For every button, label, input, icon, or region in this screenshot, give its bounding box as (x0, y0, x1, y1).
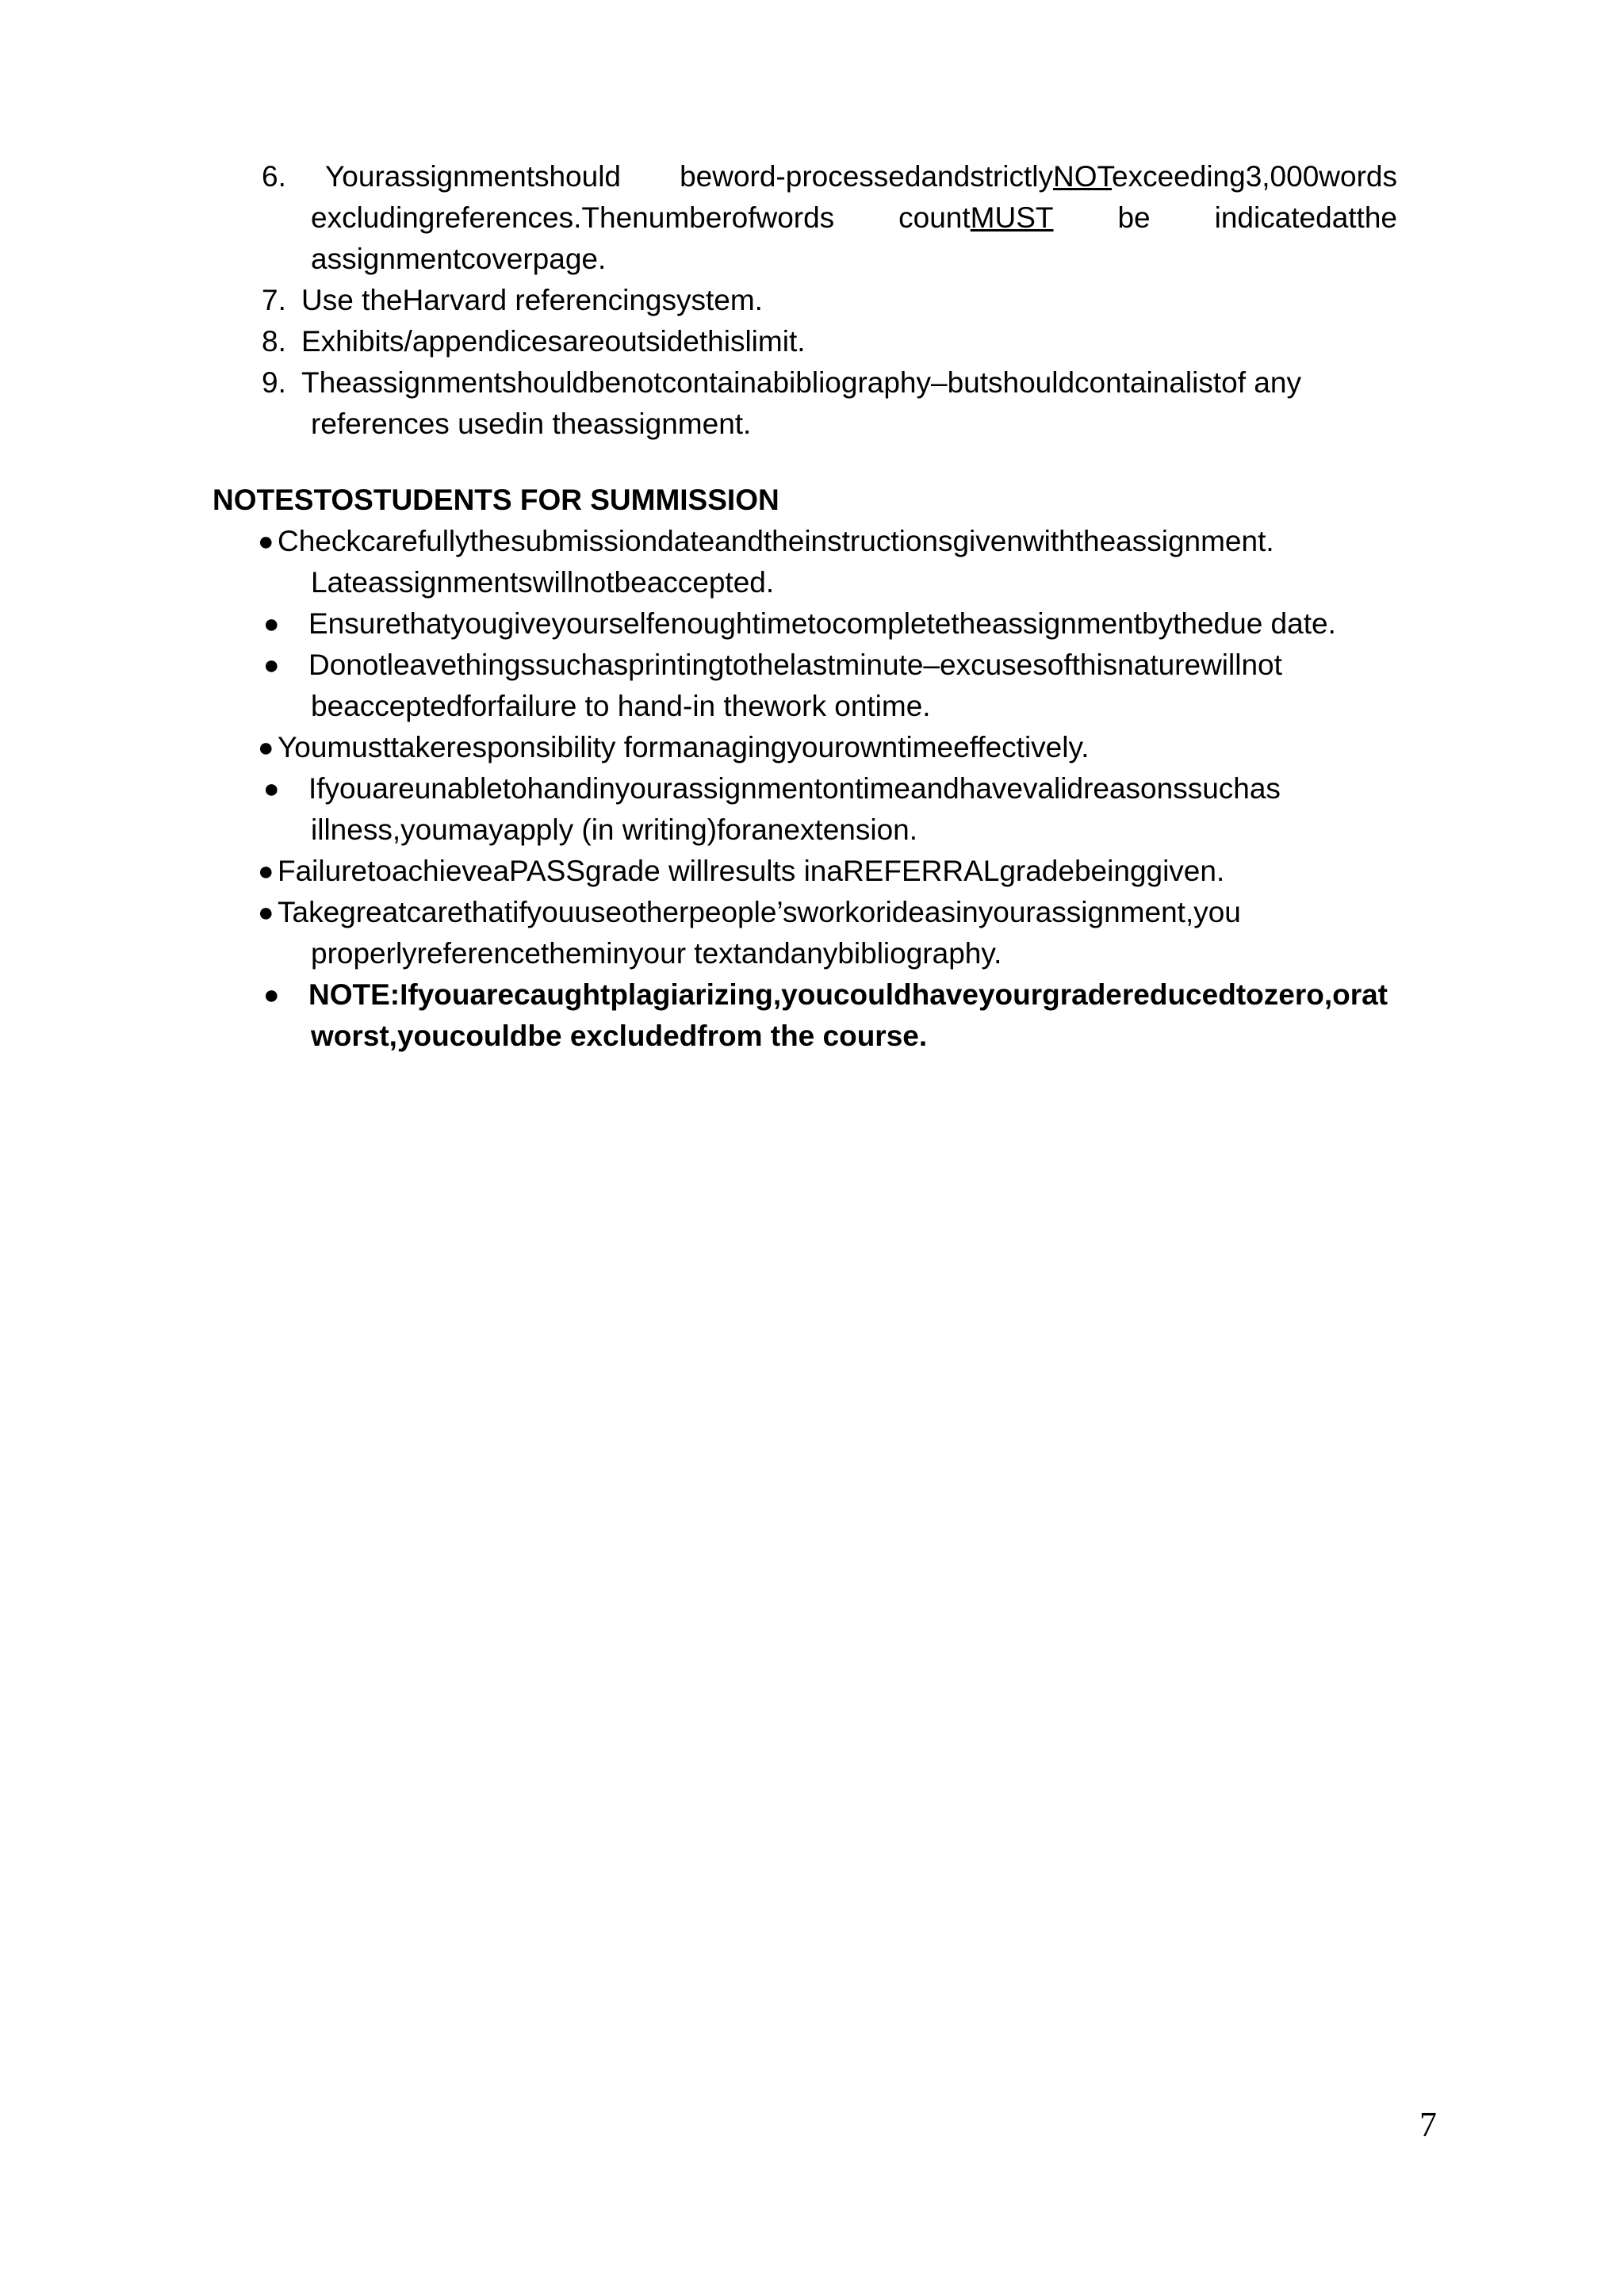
underlined-not: NOT (1053, 160, 1113, 193)
bullet-icon: ● (258, 526, 274, 557)
page-number: 7 (1419, 2105, 1437, 2144)
note-1-line-1: Checkcarefullythesubmissiondateandtheinstructionsgivenwiththeassignment. (278, 525, 1274, 557)
item-6-line-1 (325, 156, 1397, 197)
bullet-icon: ● (263, 774, 280, 804)
note-8-line-2: worst,youcouldbe excludedfrom the course. (311, 1020, 928, 1052)
bullet-icon: ● (263, 980, 280, 1010)
note-8-line-1: NOTE:Ifyouarecaughtplagiarizing,youcouldhaveyourgradereducedtozero,orat (308, 978, 1388, 1011)
underlined-must: MUST (970, 201, 1054, 234)
item-6-text: excludingreferences.Thenumberofwords (311, 201, 835, 234)
note-2-line-1: Ensurethatyougiveyourselfenoughtimetocompletetheassignmentbythedue date. (308, 607, 1336, 640)
item-6-text: countMUST (898, 201, 1054, 234)
item-number-6: 6. (262, 160, 286, 193)
section-heading: NOTESTOSTUDENTS FOR SUMMISSION (213, 484, 779, 516)
note-5-line-1: Ifyouareunabletohandinyourassignmentontimeandhavevalidreasonssuchas (308, 772, 1281, 805)
bullet-icon: ● (263, 609, 280, 639)
item-number-8: 8. (262, 325, 286, 358)
item-6-text: Yourassignmentshould (325, 160, 621, 193)
item-6-text: be (1117, 201, 1151, 234)
bullet-icon: ● (263, 650, 280, 680)
item-6-text: indicatedatthe (1214, 201, 1397, 234)
note-1-line-2: Lateassignmentswillnotbeaccepted. (311, 566, 775, 599)
item-number-9: 9. (262, 366, 286, 399)
item-6-text: beword-processedandstrictlyNOTexceeding3,000words (680, 160, 1397, 193)
bullet-icon: ● (258, 897, 274, 928)
item-9-text: Theassignmentshouldbenotcontainabibliography–butshouldcontainalistof any (301, 366, 1301, 399)
note-3-line-2: beacceptedforfailure to hand-in thework ontime. (311, 690, 931, 722)
note-5-line-2: illness,youmayapply (in writing)foranextension. (311, 813, 918, 846)
note-4-line-1: Youmusttakeresponsibility formanagingyourowntimeeffectively. (278, 731, 1090, 763)
note-7-line-1: Takegreatcarethatifyouuseotherpeople’sworkorideasinyourassignment,you (278, 896, 1241, 928)
item-7-text: Use theHarvard referencingsystem. (301, 284, 763, 316)
note-7-line-2: properlyreferencetheminyour textandanybibliography. (311, 937, 1002, 970)
item-8-text: Exhibits/appendicesareoutsidethislimit. (301, 325, 806, 358)
note-3-line-1: Donotleavethingssuchasprintingtothelastminute–excusesofthisnaturewillnot (308, 649, 1282, 681)
note-6-line-1: FailuretoachieveaPASSgrade willresults inaREFERRALgradebeinggiven. (278, 855, 1225, 887)
bullet-icon: ● (258, 856, 274, 886)
item-number-7: 7. (262, 284, 286, 316)
item-9-text-cont: references usedin theassignment. (311, 408, 752, 440)
item-6-line-3: assignmentcoverpage. (311, 243, 607, 275)
item-6-line-2 (311, 197, 1397, 239)
bullet-icon: ● (258, 733, 274, 763)
